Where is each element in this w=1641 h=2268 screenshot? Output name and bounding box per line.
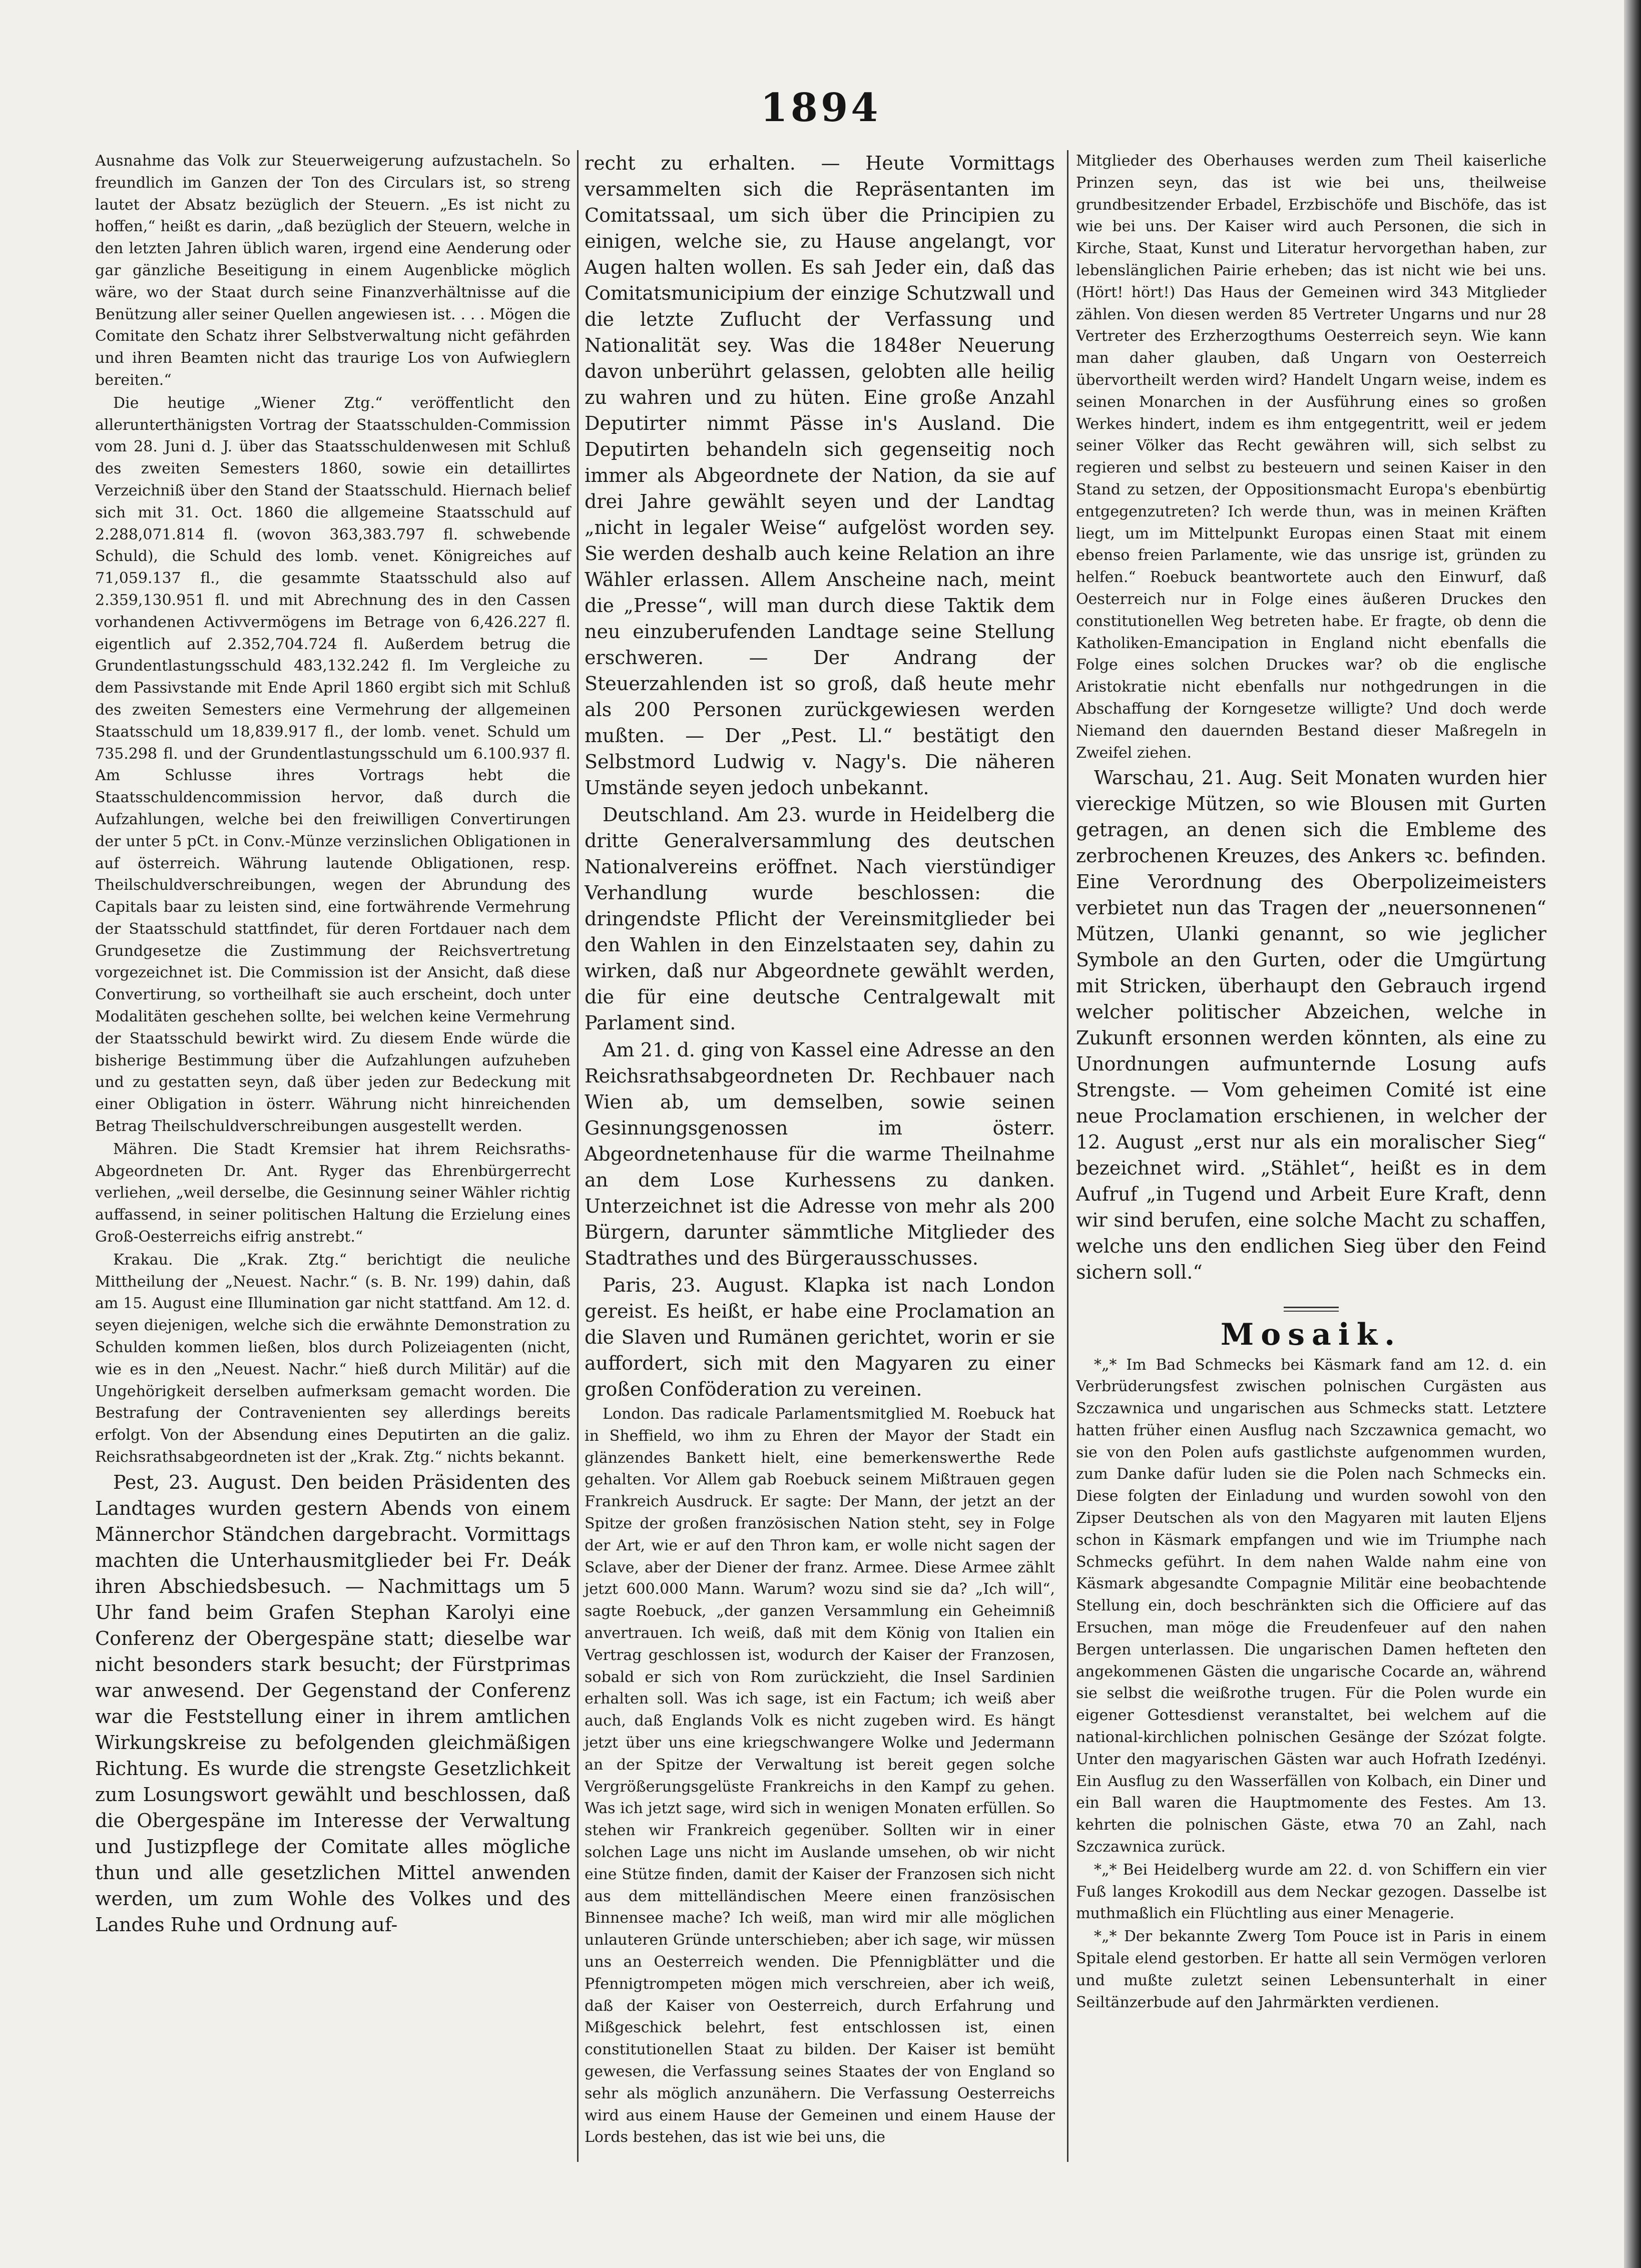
article-paragraph: recht zu erhalten. — Heute Vormittags versammelten sich die Repräsentanten im Comitatssaal, um sich über die Principien zu einigen, welche sie, zu Hause angelangt, vor Augen halten wollen. Es sah Jeder ein, daß das Comitatsmunicipium der einzige Schutzwall und die letzte Zuflucht der Verfassung und Nationalität sey. Was die 1848er Neuerung davon unberührt gelassen, gelobten alle heilig zu wahren und zu hüten. Eine große Anzahl Deputirter nimmt Pässe in's Ausland. Die Deputirten behandeln sich gegenseitig noch immer als Abgeordnete der Nation, da sie auf drei Jahre gewählt seyen und der Landtag „nicht in legaler Weise“ aufgelöst worden sey. Sie werden deshalb auch keine Relation an ihre Wähler erlassen. Allem Anscheine nach, meint die „Presse“, will man durch diese Taktik dem neu einzuberufenden Landtage seine Stellung erschweren. — Der Andrang der Steuerzahlenden ist so groß, daß heute mehr als 200 Personen zurückgewiesen werden mußten. — Der „Pest. Ll.“ bestätigt den Selbstmord Ludwig v. Nagy's. Die näheren Umstände seyen jedoch unbekannt.	[585, 152, 1055, 799]
column-divider	[577, 150, 579, 2162]
mosaik-item: *„* Bei Heidelberg wurde am 22. d. von Schiffern ein vier Fuß langes Krokodill aus dem Neckar gezogen. Dasselbe ist muthmaßlich ein Flüchtling aus einer Menagerie.	[1076, 1861, 1546, 1923]
article-paragraph: Mähren. Die Stadt Kremsier hat ihrem Reichsraths-Abgeordneten Dr. Ant. Ryger das Ehrenbürgerrecht verliehen, „weil derselbe, die Gesinnung seiner Wähler richtig auffassend, in seiner politischen Haltung die Erzielung eines Groß-Oesterreichs eifrig anstrebt.“	[95, 1140, 571, 1246]
article-paragraph: Am 21. d. ging von Kassel eine Adresse an den Reichsrathsabgeordneten Dr. Rechbauer nach Wien ab, um demselben, sowie seinen Gesinnungsgenossen im österr. Abgeordnetenhause für die warme Theilnahme an dem Lose Kurhessens zu danken. Unterzeichnet ist die Adresse von mehr als 200 Bürgern, darunter sämmtliche Mitglieder des Stadtrathes und des Bürgerausschusses.	[585, 1039, 1055, 1269]
column-right	[1076, 150, 1546, 2014]
section-title-mosaik: Mosaik.	[1220, 1317, 1402, 1352]
article-paragraph: Die heutige „Wiener Ztg.“ veröffentlicht den allerunterthänigsten Vortrag der Staatsschulden-Commission vom 28. Juni d. J. über das Staatsschuldenwesen mit Schluß des zweiten Semesters 1860, sowie ein detaillirtes Verzeichniß über den Stand der Staatsschuld. Hiernach belief sich mit 31. Oct. 1860 die allgemeine Staatsschuld auf 2.288,071.814 fl. (wovon 363,383.797 fl. schwebende Schuld), die Schuld des lomb. venet. Königreiches auf 71,059.137 fl., die gesammte Staatsschuld also auf 2.359,130.951 fl. und mit Abrechnung des in den Cassen vorhandenen Activvermögens im Betrage von 6,426.227 fl. eigentlich auf 2.352,704.724 fl. Außerdem betrug die Grundentlastungsschuld 483,132.242 fl. Im Vergleiche zu dem Passivstande mit Ende April 1860 ergibt sich mit Schluß des zweiten Semesters eine Vermehrung der allgemeinen Staatsschuld um 18,839.917 fl., der lomb. venet. Schuld um 735.298 fl. und der Grundentlastungsschuld um 6.100.937 fl. Am Schlusse ihres Vortrags hebt die Staatsschuldencommission hervor, daß durch die Aufzahlungen, welche bei den freiwilligen Convertirungen der unter 5 pCt. in Conv.-Münze verzinslichen Obligationen in auf österreich. Währung lautende Obligationen, resp. Theilschuldverschreibungen, wegen der Abrundung des Capitals baar zu leisten sind, eine fortwährende Vermehrung der Staatsschuld stattfindet, für deren Fortdauer nach dem Grundgesetze die Zustimmung der Reichsvertretung vorgezeichnet ist. Die Commission ist der Ansicht, daß diese Convertirung, so vortheilhaft sie auch erscheint, doch unter Modalitäten geschehen sollte, bei welchen keine Vermehrung der Staatsschuld bewirkt wird. Zu diesem Ende würde die bisherige Bestimmung über die Aufzahlungen aufzuheben und zu gestatten seyn, daß über jeden zur Bedeckung mit einer Obligation in österr. Währung nicht hinreichenden Betrag Theilschuldverschreibungen ausgestellt werden.	[95, 394, 571, 1136]
page-number: 1894	[760, 85, 881, 131]
mosaik-item: *„* Der bekannte Zwerg Tom Pouce ist in Paris in einem Spitale elend gestorben. Er hatte all sein Vermögen verloren und mußte zuletzt seinen Lebensunterhalt in einer Seiltänzerbude auf den Jahrmärkten verdienen.	[1076, 1928, 1546, 2011]
column-left	[95, 150, 571, 1939]
article-paragraph: Pest, 23. August. Den beiden Präsidenten des Landtages wurden gestern Abends von einem Männerchor Ständchen dargebracht. Vormittags machten die Unterhausmitglieder bei Fr. Deák ihren Abschiedsbesuch. — Nachmittags um 5 Uhr fand beim Grafen Stephan Karolyi eine Conferenz der Obergespäne statt; dieselbe war nicht besonders stark besucht; der Fürstprimas war anwesend. Der Gegenstand der Conferenz war die Feststellung einer in ihrem amtlichen Wirkungskreise zu befolgenden gleichmäßigen Richtung. Es wurde die strengste Gesetzlichkeit zum Losungswort gewählt und beschlossen, daß die Obergespäne im Interesse der Verwaltung und Justizpflege der Comitate alles mögliche thun und alle gesetzlichen Mittel anwenden werden, um zum Wohle des Volkes und des Landes Ruhe und Ordnung auf-	[95, 1471, 571, 1936]
article-paragraph: Mitglieder des Oberhauses werden zum Theil kaiserliche Prinzen seyn, das ist wie bei uns, theilweise grundbesitzender Erbadel, Erzbischöfe und Bischöfe, das ist wie bei uns. Der Kaiser wird auch Personen, die sich in Kirche, Staat, Kunst und Literatur hervorgethan haben, zur lebenslänglichen Pairie erheben; das ist nicht wie bei uns. (Hört! hört!) Das Haus der Gemeinen wird 343 Mitglieder zählen. Von diesen werden 85 Vertreter Ungarns und nur 28 Vertreter des Erzherzogthums Oesterreich seyn. Wie kann man daher glauben, daß Ungarn von Oesterreich übervortheilt werden wird? Handelt Ungarn weise, indem es seinen Monarchen in der Ausführung eines so großen Werkes hindert, indem es ihm entgegentritt, weil er jedem seiner Völker das Recht gewähren will, sich selbst zu regieren und selbst zu besteuern und seinen Kaiser in den Stand zu setzen, der Oppositionsmacht Europa's ebenbürtig entgegenzutreten? Ich werde thun, was in meinen Kräften liegt, um im Mittelpunkt Europas einen Staat mit einem ebenso freien Parlamente, wie das unsrige ist, gründen zu helfen.“ Roebuck beantwortete auch den Einwurf, daß Oesterreich nur in Folge eines äußeren Druckes den constitutionellen Weg betreten habe. Er fragte, ob denn die Katholiken-Emancipation in England nicht ebenfalls die Folge eines solchen Druckes war? ob die englische Aristokratie nicht ebenfalls nur nothgedrungen in die Abschaffung der Korngesetze willigte? Und doch werde Niemand den dauernden Bestand dieser Maßregeln in Zweifel ziehen.	[1076, 152, 1546, 762]
article-paragraph: Warschau, 21. Aug. Seit Monaten wurden hier viereckige Mützen, so wie Blousen mit Gurten getragen, an denen sich die Embleme des zerbrochenen Kreuzes, des Ankers ꝛc. befinden. Eine Verordnung des Oberpolizeimeisters verbietet nun das Tragen der „neuersonnenen“ Mützen, Ulanki genannt, so wie jeglicher Symbole an den Gurten, oder die Umgürtung mit Stricken, überhaupt den Gebrauch irgend welcher politischer Abzeichen, welche in Zukunft ersonnen werden könnten, als eine zu Unordnungen aufmunternde Losung aufs Strengste. — Vom geheimen Comité ist eine neue Proclamation erschienen, in welcher der 12. August „erst nur als ein moralischer Sieg“ bezeichnet wird. „Stählet“, heißt es in dem Aufruf „in Tugend und Arbeit Eure Kraft, denn wir sind berufen, eine solche Macht zu schaffen, welche uns den endlichen Sieg über den Feind sichern soll.“	[1076, 767, 1546, 1284]
page-edge-shadow	[1624, 0, 1641, 2268]
article-paragraph: Ausnahme das Volk zur Steuerweigerung aufzustacheln. So freundlich im Ganzen der Ton des Circulars ist, so streng lautet der Absatz bezüglich der Steuern. „Es ist nicht zu hoffen,“ heißt es darin, „daß bezüglich der Steuern, welche in den letzten Jahren üblich waren, irgend eine Aenderung oder gar gänzliche Beseitigung in einem Augenblicke möglich wäre, wo der Staat durch seine Finanzverhältnisse auf die Benützung aller seiner Quellen angewiesen ist. . . . Mögen die Comitate den Schatz ihrer Selbstverwaltung nicht gefährden und ihren Beamten nicht das traurige Los von Aufwieglern bereiten.“	[95, 152, 571, 389]
article-paragraph: Deutschland. Am 23. wurde in Heidelberg die dritte Generalversammlung des deutschen Nationalvereins eröffnet. Nach vierstündiger Verhandlung wurde beschlossen: die dringendste Pflicht der Vereinsmitglieder bei den Wahlen in den Einzelstaaten sey, dahin zu wirken, daß nur Abgeordnete gewählt werden, die für eine deutsche Centralgewalt mit Parlament sind.	[585, 804, 1055, 1034]
column-middle	[585, 150, 1055, 2149]
column-divider	[1067, 150, 1068, 2162]
article-paragraph: London. Das radicale Parlamentsmitglied M. Roebuck hat in Sheffield, wo ihm zu Ehren der Mayor der Stadt ein glänzendes Bankett hielt, eine bemerkenswerthe Rede gehalten. Vor Allem gab Roebuck seinem Mißtrauen gegen Frankreich Ausdruck. Er sagte: Der Mann, der jetzt an der Spitze der großen französischen Nation steht, sey in Folge der Art, wie er auf den Thron kam, er wolle nicht sagen der Sclave, aber der Diener der franz. Armee. Diese Armee zählt jetzt 600.000 Mann. Warum? wozu sind sie da? „Ich will“, sagte Roebuck, „der ganzen Versammlung ein Geheimniß anvertrauen. Ich weiß, daß mit dem König von Italien ein Vertrag geschlossen ist, wodurch der Kaiser der Franzosen, sobald er sich von Rom zurückzieht, die Insel Sardinien erhalten soll. Was ich sage, ist ein Factum; ich weiß aber auch, daß Englands Volk es nicht zugeben wird. Es hängt jetzt über uns eine kriegschwangere Wolke und Jedermann an der Spitze der Verwaltung ist bereit gegen solche Vergrößerungsgelüste Frankreichs in den Kampf zu gehen. Was ich jetzt sage, wird sich in wenigen Monaten erfüllen. So stehen wir Frankreich gegenüber. Sollten wir in einer solchen Lage uns nicht im Auslande umsehen, ob wir nicht eine Stütze finden, damit der Kaiser der Franzosen sich nicht aus dem mittelländischen Meere einen französischen Binnensee mache? Ich weiß, man wird mir alle möglichen unlauteren Gründe unterschieben; aber ich sage, wir müssen uns an Oesterreich wenden. Die Pfennigblätter und die Pfennigtrompeten mögen mich verschreien, aber ich weiß, daß der Kaiser von Oesterreich, durch Erfahrung und Mißgeschick belehrt, fest entschlossen ist, einen constitutionellen Staat zu bilden. Der Kaiser ist bemüht gewesen, die Verfassung seines Staates der von England so sehr als möglich anzunähern. Die Verfassung Oesterreichs wird aus einem Hause der Gemeinen und einem Hause der Lords bestehen, das ist wie bei uns, die	[585, 1405, 1055, 2146]
article-paragraph: Krakau. Die „Krak. Ztg.“ berichtigt die neuliche Mittheilung der „Neuest. Nachr.“ (s. B. Nr. 199) dahin, daß am 15. August eine Illumination gar nicht stattfand. Am 12. d. seyen diejenigen, welche sich die erwähnte Demonstration zu Schulden kommen ließen, blos durch Polizeiagenten (nicht, wie es in den „Neuest. Nachr.“ hieß durch Militär) auf die Ungehörigkeit derselben aufmerksam gemacht worden. Die Bestrafung der Contravenienten sey allerdings bereits erfolgt. Von der Absendung eines Deputirten an die galiz. Reichsrathsabgeordneten ist der „Krak. Ztg.“ nichts bekannt.	[95, 1251, 571, 1466]
article-paragraph: Paris, 23. August. Klapka ist nach London gereist. Es heißt, er habe eine Proclamation an die Slaven und Rumänen gerichtet, worin er sie auffordert, sich mit den Magyaren zu einer großen Conföderation zu vereinen.	[585, 1274, 1055, 1400]
section-separator	[1076, 1294, 1546, 1319]
mosaik-item: *„* Im Bad Schmecks bei Käsmark fand am 12. d. ein Verbrüderungsfest zwischen polnischen Curgästen aus Szczawnica und ungarischen aus Schmecks statt. Letztere hatten früher einen Ausflug nach Szczawnica gemacht, wo sie von den Polen aufs gastlichste aufgenommen wurden, zum Danke dafür luden sie die Polen nach Schmecks ein. Diese folgten der Einladung und wurden sowohl von den Zipser Deutschen als von den Magyaren mit lauten Eljens schon in Käsmark empfangen und wie im Triumphe nach Schmecks geführt. In dem nahen Walde nahm eine von Käsmark abgesandte Compagnie Militär eine beobachtende Stellung ein, doch beschränkten sich die Officiere auf das Ersuchen, man möge die Freudenfeuer auf den nahen Bergen unterlassen. Die ungarischen Damen hefteten den angekommenen Gästen die ungarische Cocarde an, während sie selbst die weißrothe trugen. Für die Polen wurde ein eigener Gottesdienst veranstaltet, bei welchem auf die national-kirchlichen polnischen Gesänge der Szózat folgte. Unter den magyarischen Gästen war auch Hofrath Izedényi. Ein Ausflug zu den Wasserfällen von Kolbach, ein Diner und ein Ball waren die Hauptmomente des Festes. Am 13. kehrten die polnischen Gäste, etwa 70 an Zahl, nach Szczawnica zurück.	[1076, 1356, 1546, 1856]
